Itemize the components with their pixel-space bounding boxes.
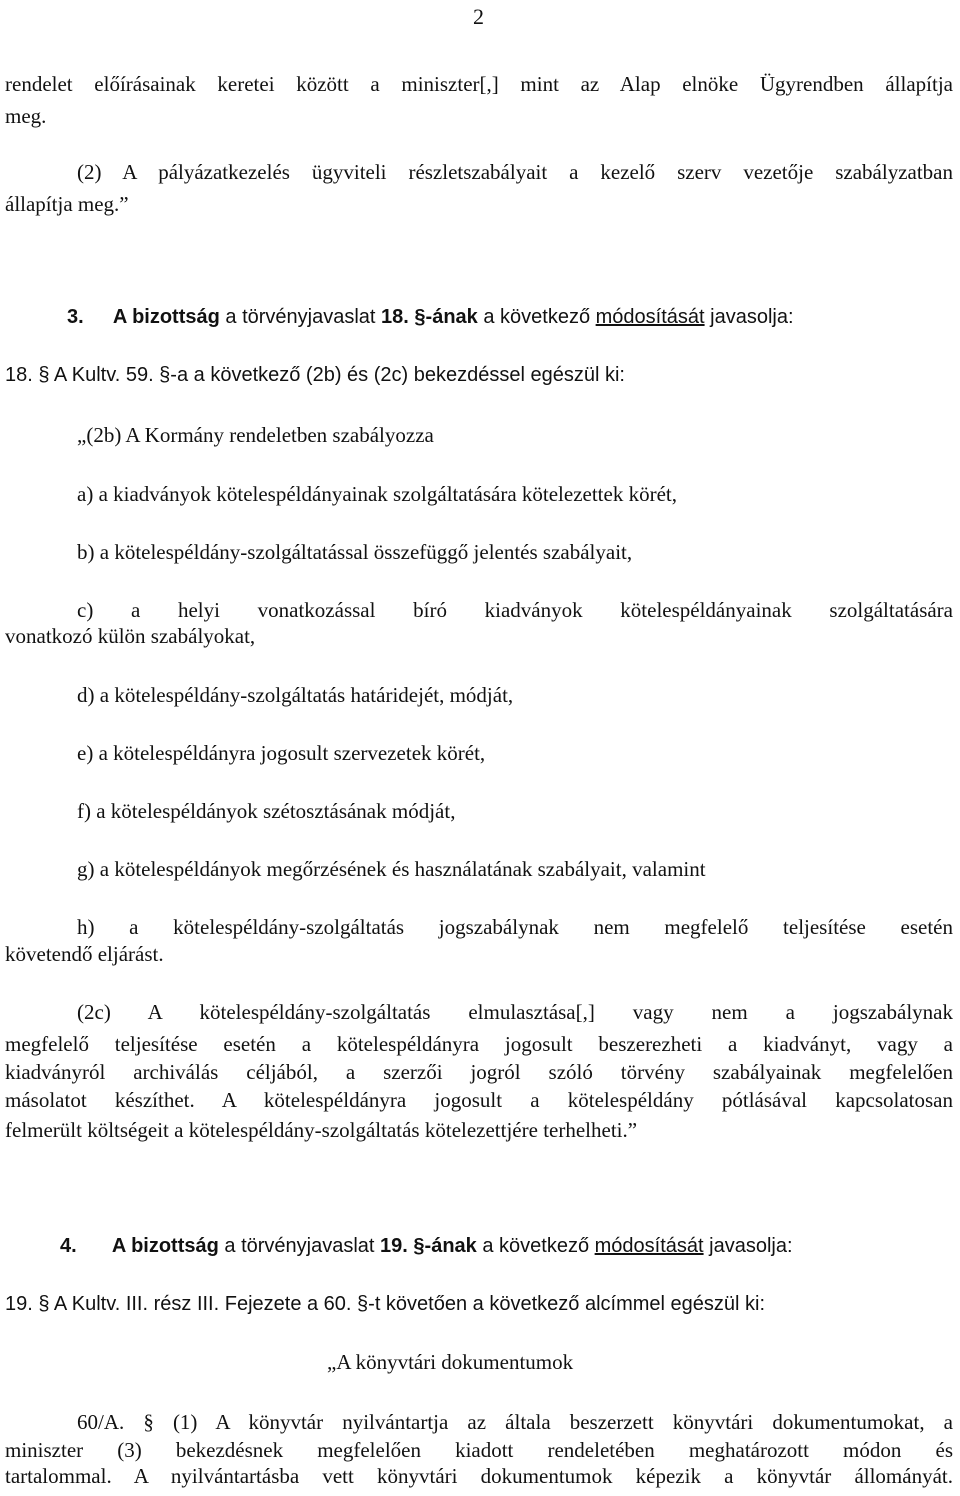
item4-number: 4.: [60, 1235, 77, 1257]
list-item-b: b) a kötelespéldány-szolgáltatással összefüggő jelentés szabályait,: [77, 540, 633, 564]
list-item-h-line1: h) a kötelespéldány-szolgáltatás jogszabálynak nem megfelelő teljesítése esetén: [77, 915, 953, 939]
list-item-c-line1: c) a helyi vonatkozással bíró kiadványok kötelespéldányainak szolgáltatására: [77, 598, 953, 622]
item3-heading: 3. A bizottság a törvényjavaslat 18. §-ának a következő módosítását javasolja:: [67, 306, 794, 328]
para1-line1: rendelet előírásainak keretei között a miniszter[,] mint az Alap elnöke Ügyrendben állapítja: [5, 72, 953, 96]
paragraph-60a-line3: tartalommal. A nyilvántartásba vett könyvtári dokumentumok képezik a könyvtár állományát.: [5, 1464, 953, 1488]
paragraph-2c-line5: felmerült költségeit a kötelespéldány-szolgáltatás kötelezettjére terhelheti.”: [5, 1118, 638, 1142]
item4-section-ref: 19. §-ának: [380, 1235, 477, 1257]
list-item-d: d) a kötelespéldány-szolgáltatás határidejét, módját,: [77, 683, 514, 707]
list-item-f: f) a kötelespéldányok szétosztásának módját,: [77, 799, 456, 823]
list-item-h-line2: követendő eljárást.: [5, 942, 164, 966]
para1-line2: meg.: [5, 104, 47, 128]
para2-line2: állapítja meg.”: [5, 192, 129, 216]
item3-committee: A bizottság: [112, 306, 220, 328]
subtitle: „A könyvtári dokumentumok: [327, 1350, 574, 1374]
list-item-a: a) a kiadványok kötelespéldányainak szolgáltatására kötelezettek körét,: [77, 482, 677, 506]
list-item-e: e) a kötelespéldányra jogosult szervezetek körét,: [77, 741, 486, 765]
item4-committee: A bizottság: [111, 1235, 219, 1257]
item3-number: 3.: [67, 306, 84, 328]
list-item-g: g) a kötelespéldányok megőrzésének és használatának szabályait, valamint: [77, 857, 706, 881]
paragraph-60a-line1: 60/A. § (1) A könyvtár nyilvántartja az általa beszerzett könyvtári dokumentumokat, a: [77, 1410, 953, 1434]
item4-heading: 4. A bizottság a törvényjavaslat 19. §-ának a következő módosítását javasolja:: [60, 1235, 793, 1257]
section-18-text: 18. § A Kultv. 59. §-a a következő (2b) és (2c) bekezdéssel egészül ki:: [5, 364, 625, 386]
section-19-text: 19. § A Kultv. III. rész III. Fejezete a 60. §-t követően a következő alcímmel egészül ki:: [5, 1293, 765, 1315]
paragraph-2b-intro: „(2b) A Kormány rendeletben szabályozza: [77, 423, 434, 447]
paragraph-60a-line2: miniszter (3) bekezdésnek megfelelően kiadott rendeletében meghatározott módon és: [5, 1438, 953, 1462]
item3-section-ref: 18. §-ának: [381, 306, 478, 328]
para2-line1: (2) A pályázatkezelés ügyviteli részletszabályait a kezelő szerv vezetője szabályzatban: [77, 160, 953, 184]
paragraph-2c-line3: kiadványról archiválás céljából, a szerzői jogról szóló törvény szabályainak megfelelően: [5, 1060, 953, 1084]
list-item-c-line2: vonatkozó külön szabályokat,: [5, 624, 256, 648]
paragraph-2c-line1: (2c) A kötelespéldány-szolgáltatás elmulasztása[,] vagy nem a jogszabálynak: [77, 1000, 953, 1024]
paragraph-2c-line2: megfelelő teljesítése esetén a kötelespéldányra jogosult beszerezheti a kiadványt, vagy a: [5, 1032, 953, 1056]
item3-amendment-link: módosítását: [595, 306, 705, 328]
page-number: 2: [473, 4, 484, 29]
paragraph-2c-line4: másolatot készíthet. A kötelespéldányra jogosult a kötelespéldány pótlásával kapcsolatosan: [5, 1088, 953, 1112]
item4-amendment-link: módosítását: [594, 1235, 704, 1257]
